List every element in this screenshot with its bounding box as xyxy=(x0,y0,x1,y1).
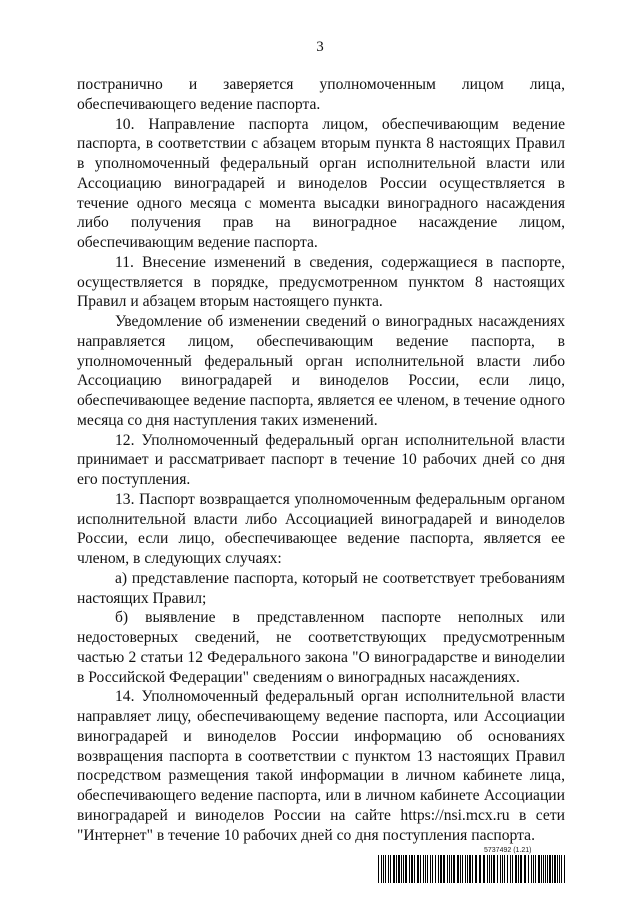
document-body xyxy=(77,75,565,845)
paragraph: постранично и заверяется уполномоченным лицом лица, обеспечивающего ведение паспорта. xyxy=(77,76,565,113)
page-number: 3 xyxy=(316,39,324,55)
paragraph: 14. Уполномоченный федеральный орган исполнительной власти направляет лицу, обеспечивающему ведение паспорта, или Ассоциации виноградарей и виноделов России информацию об основаниях возвращения паспорта в соответствии с пунктом 13 настоящих Правил посредством размещения такой информации в личном кабинете лица, обеспечивающего ведение паспорта, или в личном кабинете Ассоциации виноградарей и виноделов России на сайте https://nsi.mcx.ru в сети "Интернет" в течение 10 рабочих дней со дня поступления паспорта. xyxy=(77,688,565,844)
paragraph: 13. Паспорт возвращается уполномоченным федеральным органом исполнительной власти либо Ассоциацией виноградарей и виноделов России, если лицо, обеспечивающее ведение паспорта, является ее членом, в следующих случаях: xyxy=(77,490,565,567)
barcode-icon xyxy=(378,855,566,883)
document-code: 5737492 (1.21) xyxy=(484,847,532,854)
paragraph: а) представление паспорта, который не соответствует требованиям настоящих Правил; xyxy=(77,569,565,607)
paragraph: 11. Внесение изменений в сведения, содержащиеся в паспорте, осуществляется в порядке, предусмотренном пунктом 8 настоящих Правил и абзацем вторым настоящего пункта. xyxy=(77,253,565,311)
paragraph: б) выявление в представленном паспорте неполных или недостоверных сведений, не соответствующих предусмотренным частью 2 статьи 12 Федерального закона "О виноградарстве и виноделии в Российской Федерации" сведениям о виноградных насаждениях. xyxy=(77,609,565,686)
paragraph: 12. Уполномоченный федеральный орган исполнительной власти принимает и рассматривает паспорт в течение 10 рабочих дней со дня его поступления. xyxy=(77,431,565,488)
paragraph: Уведомление об изменении сведений о виноградных насаждениях направляется лицом, обеспечивающим ведение паспорта, в уполномоченный федеральный орган исполнительной власти либо Ассоциацию виноградарей и виноделов России, если лицо, обеспечивающее ведение паспорта, является ее членом, в течение одного месяца со дня наступления таких изменений. xyxy=(77,313,565,429)
paragraph: 10. Направление паспорта лицом, обеспечивающим ведение паспорта, в соответствии с абзацем вторым пункта 8 настоящих Правил в уполномоченный федеральный орган исполнительной власти или Ассоциацию виноградарей и виноделов России осуществляется в течение одного месяца с момента высадки виноградного насаждения либо получения прав на виноградное насаждение лицом, обеспечивающим ведение паспорта. xyxy=(77,115,565,251)
